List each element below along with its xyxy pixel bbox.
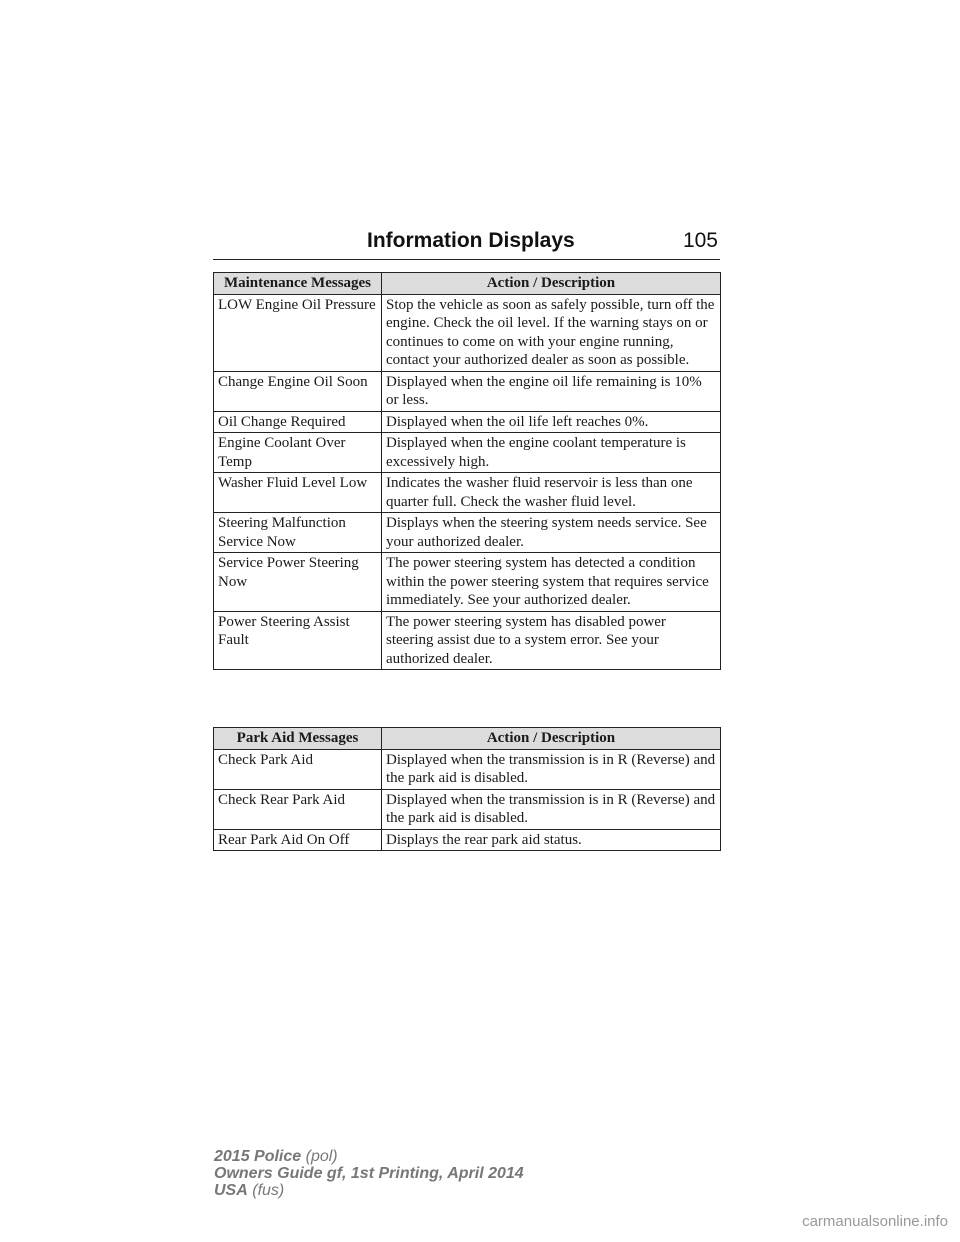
description-cell: Displayed when the engine coolant temperature is excessively high. [382, 433, 721, 473]
table-row [214, 411, 721, 433]
maintenance-messages-table [213, 272, 721, 670]
footer-model-name: 2015 Police [214, 1148, 302, 1165]
description-cell: Indicates the washer fluid reservoir is less than one quarter full. Check the washer fluid level. [382, 473, 721, 513]
message-cell: Power Steering Assist Fault [214, 611, 382, 670]
column-header-message: Park Aid Messages [214, 728, 382, 750]
table-row [214, 513, 721, 553]
message-cell: Change Engine Oil Soon [214, 371, 382, 411]
section-title: Information Displays [367, 229, 575, 252]
description-cell: Displayed when the oil life left reaches 0%. [382, 411, 721, 433]
message-cell: Washer Fluid Level Low [214, 473, 382, 513]
table-row [214, 294, 721, 371]
description-cell: The power steering system has detected a condition within the power steering system that requires service immediately. See your authorized dealer. [382, 553, 721, 612]
description-cell: Displays the rear park aid status. [382, 829, 721, 851]
description-cell: Stop the vehicle as soon as safely possible, turn off the engine. Check the oil level. If the warning stays on or continues to come on with your engine running, contact your authorized dealer as soon as possible. [382, 294, 721, 371]
message-cell: Check Rear Park Aid [214, 789, 382, 829]
table-row [214, 371, 721, 411]
description-cell: Displayed when the transmission is in R (Reverse) and the park aid is disabled. [382, 789, 721, 829]
description-cell: Displayed when the engine oil life remaining is 10% or less. [382, 371, 721, 411]
table-row [214, 789, 721, 829]
footer-line-model [214, 1148, 524, 1165]
footer-market-code: (fus) [252, 1182, 285, 1199]
table-row [214, 433, 721, 473]
watermark-text: carmanualsonline.info [802, 1213, 948, 1230]
table-row [214, 749, 721, 789]
message-cell: Engine Coolant Over Temp [214, 433, 382, 473]
table-header-row [214, 273, 721, 295]
message-cell: Oil Change Required [214, 411, 382, 433]
table-row [214, 611, 721, 670]
document-footer [214, 1148, 524, 1199]
table-row [214, 473, 721, 513]
description-cell: Displayed when the transmission is in R (Reverse) and the park aid is disabled. [382, 749, 721, 789]
page-number: 105 [682, 229, 718, 252]
page-header [213, 229, 720, 260]
park-aid-messages-table [213, 727, 721, 851]
description-cell: Displays when the steering system needs service. See your authorized dealer. [382, 513, 721, 553]
column-header-description: Action / Description [382, 273, 721, 295]
column-header-message: Maintenance Messages [214, 273, 382, 295]
message-cell: Steering Malfunction Service Now [214, 513, 382, 553]
footer-edition: Owners Guide gf, 1st Printing, April 2014 [214, 1165, 524, 1182]
column-header-description: Action / Description [382, 728, 721, 750]
message-cell: Check Park Aid [214, 749, 382, 789]
footer-market: USA [214, 1182, 248, 1199]
footer-line-edition [214, 1165, 524, 1182]
table-row [214, 829, 721, 851]
footer-line-market [214, 1182, 524, 1199]
message-cell: LOW Engine Oil Pressure [214, 294, 382, 371]
message-cell: Service Power Steering Now [214, 553, 382, 612]
table-header-row [214, 728, 721, 750]
footer-model-code: (pol) [305, 1148, 338, 1165]
description-cell: The power steering system has disabled power steering assist due to a system error. See your authorized dealer. [382, 611, 721, 670]
table-row [214, 553, 721, 612]
message-cell: Rear Park Aid On Off [214, 829, 382, 851]
